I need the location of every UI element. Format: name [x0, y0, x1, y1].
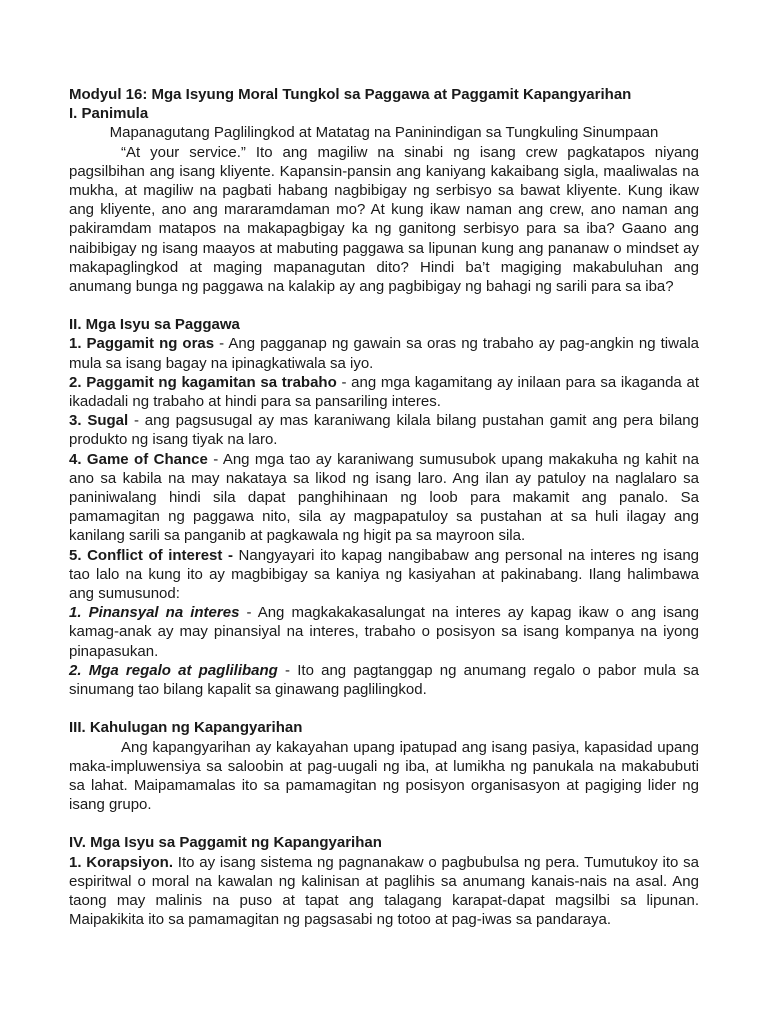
issue-label: 1. Paggamit ng oras [69, 335, 215, 353]
issue-item [69, 411, 699, 449]
conflict-subitem [69, 603, 699, 661]
conflict-subitem [69, 661, 699, 699]
document-page [69, 85, 699, 929]
subitem-text: - Ang magkakakasalungat na interes ay kapag ikaw o ang isang kamag-anak ay may pinansiyal na interes, trabaho o posisyon sa isang kompanya na iyong pinapasukan. [69, 604, 699, 660]
issue-item [69, 450, 699, 546]
section-3-heading: III. Kahulugan ng Kapangyarihan [69, 719, 303, 737]
section-2-heading: II. Mga Isyu sa Paggawa [69, 316, 240, 334]
issue-label: 1. Korapsiyon. [69, 853, 173, 871]
issue-text: - Ang pagganap ng gawain sa oras ng trabaho ay pag-angkin ng tiwala mula sa isang bagay na ipinagkatiwala sa iyo. [69, 335, 699, 372]
subitem-label: 2. Mga regalo at paglilibang [69, 661, 278, 679]
section-3-paragraph: Ang kapangyarihan ay kakayahan upang ipatupad ang isang pasiya, kapasidad upang maka-impluwensiya sa saloobin at pag-uugali ng iba, at lumikha ng panukala na makabubuti sa lahat. Maipamamalas ito sa pamamagitan ng posisyon organisasyon at pagiging lider ng isang grupo. [69, 738, 699, 814]
issue-label: 4. Game of Chance [69, 450, 208, 468]
issue-item [69, 373, 699, 411]
section-4-heading: IV. Mga Isyu sa Paggamit ng Kapangyarihan [69, 834, 382, 852]
power-issue-item [69, 853, 699, 930]
issue-item [69, 334, 699, 372]
section-1-paragraph: “At your service.” Ito ang magiliw na sinabi ng isang crew pagkatapos niyang pagsilbihan ang isang kliyente. Kapansin-pansin ang kaniyang kakaibang sigla, maaliwalas na mukha, at magiliw na pagbati habang nagbibigay ng serbisyo sa bawat kliyente. Kung ikaw ang kliyente, ano ang mararamdaman mo? At kung ikaw naman ang crew, ano naman ang pakiramdam matapos na makapagbigay ka ng ganitong serbisyo para sa iba? Gaano ang naibibigay ng isang maayos at mabuting paggawa sa lipunan kung ang pananaw o mindset ay makapaglingkod at maging mapanagutan dito? Hindi ba’t magiging makabuluhan ang anumang bunga ng paggawa na kalakip ay ang pagbibigay ng bahagi ng sarili para sa iba? [69, 143, 699, 296]
spacer [69, 296, 699, 315]
subitem-text: - Ito ang pagtanggap ng anumang regalo o pabor mula sa sinumang tao bilang kapalit sa ginawang paglilingkod. [69, 661, 700, 699]
issue-text: Ito ay isang sistema ng pagnanakaw o pagbubulsa ng pera. Tumutukoy ito sa espiritwal o moral na kawalan ng kalinisan at paglihis sa anumang kanais-nais na asal. Ang taong may malinis na puso at tapat ang talagang karapat-dapat magsilbi sa lipunan. Maipakikita ito sa pamamagitan ng pagsasabi ng totoo at pag-iwas sa pandaraya. [69, 853, 699, 929]
module-title: Modyul 16: Mga Isyung Moral Tungkol sa Paggawa at Paggamit Kapangyarihan [69, 86, 632, 103]
issue-text: - Ang mga tao ay karaniwang sumusubok upang makakuha ng kahit na ano sa kabila na may nakataya sa likod ng isang laro. Ang ilan ay patuloy na naglalaro sa paniniwalang hindi sila dapat panghihinaan ng loob para makamit ang panalo. Sa pamamagitan ng paggawa nito, sila ay magpapatuloy sa pustahan at sa huli ilagay ang kanilang sarili sa panganib at pagkawala ng higit pa sa mayroon sila. [69, 450, 699, 545]
section-1-heading: I. Panimula [69, 105, 149, 123]
spacer [69, 699, 699, 718]
issue-label: 5. Conflict of interest - [69, 546, 233, 564]
issue-item [69, 546, 699, 604]
spacer [69, 814, 699, 833]
subitem-label: 1. Pinansyal na interes [69, 604, 240, 622]
issue-text: Nangyayari ito kapag nangibabaw ang personal na interes ng isang tao lalo na kung ito ay magbibigay sa kaniya ng kasiyahan at pakinabang. Ilang halimbawa ang sumusunod: [69, 546, 699, 603]
issue-text: - ang pagsusugal ay mas karaniwang kilala bilang pustahan gamit ang pera bilang produkto ng isang tiyak na laro. [69, 412, 699, 449]
issue-label: 2. Paggamit ng kagamitan sa trabaho [69, 373, 337, 391]
section-1-subtitle: Mapanagutang Paglilingkod at Matatag na Paninindigan sa Tungkuling Sinumpaan [109, 124, 659, 142]
issue-text: - ang mga kagamitang ay inilaan para sa ikaganda at ikadadali ng trabaho at hindi para sa pansariling interes. [69, 373, 699, 411]
issue-label: 3. Sugal [69, 412, 129, 430]
